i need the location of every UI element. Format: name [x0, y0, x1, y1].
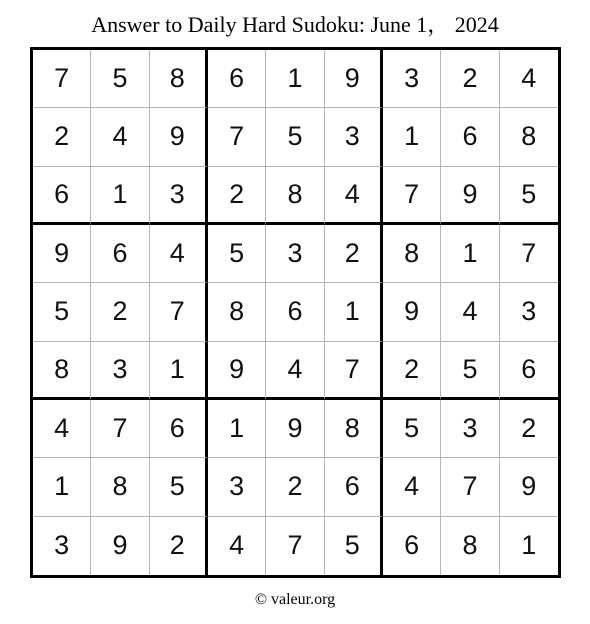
sudoku-cell-r4c5: 3 — [266, 225, 324, 283]
sudoku-cell-r2c1: 2 — [33, 108, 91, 166]
sudoku-cell-r2c8: 6 — [441, 108, 499, 166]
sudoku-cell-r1c6: 9 — [325, 50, 383, 108]
sudoku-cell-r4c3: 4 — [150, 225, 208, 283]
sudoku-cell-r2c4: 7 — [208, 108, 266, 166]
sudoku-cell-r4c7: 8 — [383, 225, 441, 283]
sudoku-grid — [30, 47, 561, 578]
sudoku-cell-r3c7: 7 — [383, 167, 441, 225]
sudoku-cell-r9c1: 3 — [33, 517, 91, 575]
sudoku-cell-r4c6: 2 — [325, 225, 383, 283]
sudoku-cell-r2c6: 3 — [325, 108, 383, 166]
copyright-footer: © valeur.org — [254, 591, 336, 608]
sudoku-cell-r9c3: 2 — [150, 517, 208, 575]
sudoku-cell-r9c5: 7 — [266, 517, 324, 575]
sudoku-cell-r3c1: 6 — [33, 167, 91, 225]
sudoku-cell-r9c2: 9 — [91, 517, 149, 575]
sudoku-cell-r1c3: 8 — [150, 50, 208, 108]
sudoku-cell-r4c8: 1 — [441, 225, 499, 283]
sudoku-cell-r5c9: 3 — [500, 283, 558, 341]
sudoku-cell-r6c7: 2 — [383, 342, 441, 400]
sudoku-cell-r7c4: 1 — [208, 400, 266, 458]
sudoku-cell-r5c8: 4 — [441, 283, 499, 341]
sudoku-cell-r9c8: 8 — [441, 517, 499, 575]
sudoku-cell-r8c6: 6 — [325, 458, 383, 516]
sudoku-cell-r8c5: 2 — [266, 458, 324, 516]
sudoku-cell-r6c9: 6 — [500, 342, 558, 400]
sudoku-cell-r1c1: 7 — [33, 50, 91, 108]
sudoku-cell-r7c2: 7 — [91, 400, 149, 458]
sudoku-cell-r6c2: 3 — [91, 342, 149, 400]
sudoku-cell-r2c9: 8 — [500, 108, 558, 166]
sudoku-cell-r1c7: 3 — [383, 50, 441, 108]
sudoku-cell-r3c2: 1 — [91, 167, 149, 225]
sudoku-cell-r3c8: 9 — [441, 167, 499, 225]
sudoku-cell-r5c3: 7 — [150, 283, 208, 341]
sudoku-cell-r3c3: 3 — [150, 167, 208, 225]
sudoku-cell-r6c8: 5 — [441, 342, 499, 400]
sudoku-cell-r1c8: 2 — [441, 50, 499, 108]
sudoku-cell-r1c4: 6 — [208, 50, 266, 108]
sudoku-cell-r7c3: 6 — [150, 400, 208, 458]
sudoku-cell-r9c9: 1 — [521, 530, 537, 561]
sudoku-cell-r9c4: 4 — [208, 517, 266, 575]
sudoku-cell-r4c9: 7 — [500, 225, 558, 283]
sudoku-cell-r8c3: 5 — [150, 458, 208, 516]
sudoku-cell-r4c4: 5 — [208, 225, 266, 283]
sudoku-cell-r1c2: 5 — [91, 50, 149, 108]
sudoku-cell-r2c2: 4 — [91, 108, 149, 166]
sudoku-cell-r7c6: 8 — [325, 400, 383, 458]
sudoku-cell-r7c7: 5 — [383, 400, 441, 458]
sudoku-cell-r7c8: 3 — [441, 400, 499, 458]
sudoku-cell-r2c5: 5 — [266, 108, 324, 166]
sudoku-cell-r8c1: 1 — [33, 458, 91, 516]
sudoku-cell-r8c8: 7 — [441, 458, 499, 516]
sudoku-cell-r6c1: 8 — [33, 342, 91, 400]
sudoku-cell-r5c1: 5 — [33, 283, 91, 341]
sudoku-cell-r5c2: 2 — [91, 283, 149, 341]
sudoku-cell-r6c5: 4 — [266, 342, 324, 400]
sudoku-cell-r5c5: 6 — [266, 283, 324, 341]
sudoku-cell-r3c5: 8 — [266, 167, 324, 225]
sudoku-cell-r8c4: 3 — [208, 458, 266, 516]
sudoku-cell-r6c3: 1 — [150, 342, 208, 400]
sudoku-cell-r1c5: 1 — [266, 50, 324, 108]
sudoku-cell-r7c9: 2 — [500, 400, 558, 458]
sudoku-cell-r8c9: 9 — [500, 458, 558, 516]
sudoku-cell-r6c6: 7 — [325, 342, 383, 400]
sudoku-cell-r5c4: 8 — [208, 283, 266, 341]
sudoku-cell-r1c9: 4 — [500, 50, 558, 108]
sudoku-cell-r9c7: 6 — [383, 517, 441, 575]
sudoku-cell-r6c4: 9 — [208, 342, 266, 400]
sudoku-cell-r4c1: 9 — [33, 225, 91, 283]
sudoku-cell-r5c6: 1 — [325, 283, 383, 341]
puzzle-title: Answer to Daily Hard Sudoku: June 1， 2024 — [91, 12, 499, 37]
sudoku-cell-r3c9: 5 — [500, 167, 558, 225]
sudoku-cell-r8c7: 4 — [383, 458, 441, 516]
sudoku-cell-r8c2: 8 — [91, 458, 149, 516]
sudoku-cell-r7c5: 9 — [266, 400, 324, 458]
sudoku-cell-r2c7: 1 — [383, 108, 441, 166]
sudoku-cell-r3c6: 4 — [325, 167, 383, 225]
sudoku-cell-r4c2: 6 — [91, 225, 149, 283]
sudoku-cell-r7c1: 4 — [33, 400, 91, 458]
sudoku-cell-r2c3: 9 — [150, 108, 208, 166]
sudoku-cell-r5c7: 9 — [383, 283, 441, 341]
sudoku-cell-r3c4: 2 — [208, 167, 266, 225]
sudoku-cell-r9c6: 5 — [325, 517, 383, 575]
